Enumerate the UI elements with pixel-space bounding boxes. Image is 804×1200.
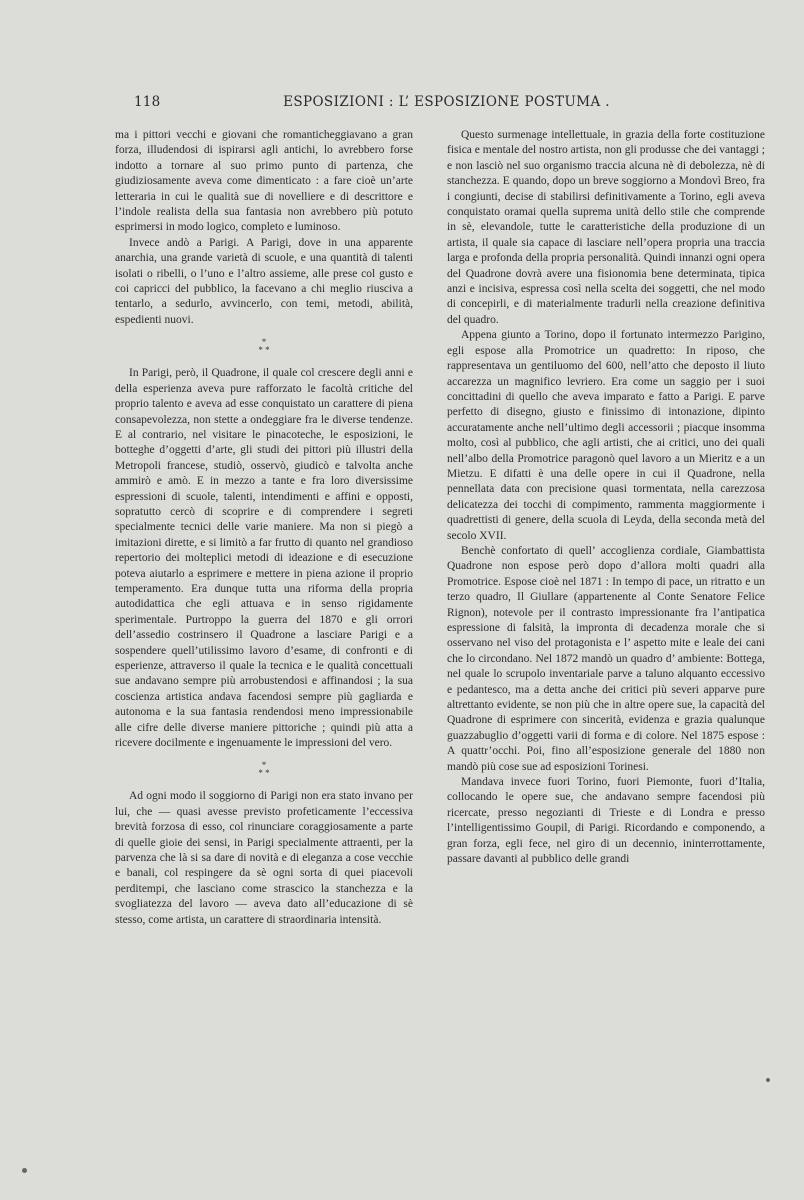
paragraph: Invece andò a Parigi. A Parigi, dove in una apparente anarchia, una grande varietà di scuole, e una quantità di talenti isolati o ribelli, o l’uno e l’altro assieme, alle prese col gusto e coi capricci del pubblico, la facevano a chi meglio riusciva a tentarlo, a sedurlo, avvincerlo, con temi, metodi, abilità, espedienti nuovi. xyxy=(115,236,413,326)
separator-top: * xyxy=(261,760,267,771)
paper-speck xyxy=(22,1168,27,1173)
page-number: 118 xyxy=(134,94,161,110)
separator-bottom: * * xyxy=(258,345,270,356)
paragraph: In Parigi, però, il Quadrone, il quale col crescere degli anni e della esperienza aveva pure rafforzato le facoltà critiche del proprio talento e aveva ad esse conquistato un carattere di piena consapevolezza, non stette a ondeggiare fra le diverse tendenze. E al contrario, nel visitare le pinacoteche, le esposizioni, le botteghe d’oggetti d’arte, gli studi dei pittori più illustri della Metropoli francese, studiò, osservò, giudicò e talvolta anche ammirò e amò. E in mezzo a tante e fra loro diversissime espressioni di scuole, talenti, intendimenti e affini e opposti, sopratutto cercò di scoprire e di comprendere i segreti specialmente tecnici delle varie maniere. Ma non si piegò a imitazioni dirette, e si limitò a far frutto di quanto nel grandioso repertorio dei molteplici metodi di ideazione e di esecuzione poteva aiutarlo a esprimere e mettere in piena azione il proprio temperamento. Era dunque tutta una riforma della propria autodidattica che egli attuava e in senso rigidamente sperimentale. Purtroppo la guerra del 1870 e gli orrori dell’assedio costrinsero il Quadrone a lasciare Parigi e a sospendere quell’utilissimo lavoro d’esame, di confronti e di esperienze, attraverso il quale la tecnica e le qualità concettuali sue andavano sempre più arrobustendosi e affinandosi ; la sua coscienza artistica andava facendosi sempre più gagliarda e autonoma e la sua fantasia rendendosi meno impressionabile alle cifre delle diverse maniere pittoriche ; quindi più atta a ricevere docilmente e ingenuamente le impressioni del vero. xyxy=(115,367,413,750)
paper-speck xyxy=(766,1078,770,1082)
separator-top: * xyxy=(261,337,267,348)
paragraph: ma i pittori vecchi e giovani che romanticheggiavano a gran forza, illudendosi di ispirarsi agli antichi, lo avrebbero forse indotto a tornare al suo primo punto di partenza, che giudiziosamente aveva come dimenticato : a fare cioè un’arte letteraria in cui le qualità sue di novelliere e di descrittore e l’indole realista della sua fantasia non avrebbero più potuto esprimersi in modo logico, completo e luminoso. xyxy=(115,129,413,234)
left-column xyxy=(115,128,413,928)
section-separator xyxy=(115,761,413,777)
paragraph: Ad ogni modo il soggiorno di Parigi non era stato invano per lui, che — quasi avesse previsto profeticamente l’eccessiva brevità forzosa di esso, col rinunciare coraggiosamente a parte di quelle gioie dei sensi, in Parigi specialmente attraenti, per la parvenza che là si sa dare di novità e di eleganza a cose vecchie e banali, col respingere da sè ogni sorta di quei piacevoli perditempi, che lasciano come strascico la stanchezza e la svogliatezza del lavoro — aveva dato all’educazione di sè stesso, come artista, un carattere di straordinaria intensità. xyxy=(115,790,413,926)
paragraph: Mandava invece fuori Torino, fuori Piemonte, fuori d’Italia, collocando le opere sue, che andavano sempre facendosi più ricercate, presso negozianti di Trieste e di Londra e presso l’intelligentissimo Goupil, di Parigi. Ricordando e componendo, a gran forza, egli fece, nel giro di un decennio, ininterrottamente, passare davanti al pubblico delle grandi xyxy=(447,776,765,866)
paragraph: Questo surmenage intellettuale, in grazia della forte costituzione fisica e mentale del nostro artista, non gli produsse che dei vantaggi ; e non lasciò nel suo organismo traccia alcuna nè di debolezza, nè di stanchezza. E quando, dopo un breve soggiorno a Mondovì Breo, fra i congiunti, decise di stabilirsi definitivamente a Torino, egli aveva conquistato oramai quella suprema unità dello stile che comprende in sè, elevandole, tutte le caratteristiche della produzione di un artista, il quale sia capace di lasciare nell’opera propria una traccia larga e profonda della propria personalità. Quindi innanzi ogni opera del Quadrone dovrà avere una fisionomia bene determinata, tipica anzi e incisiva, espressa così nella scelta dei soggetti, che nel modo di concepirli, e di materialmente tradurli nella creazione definitiva del quadro. xyxy=(447,129,765,326)
section-separator xyxy=(115,338,413,354)
right-column xyxy=(447,128,765,868)
separator-bottom: * * xyxy=(258,768,270,779)
header-title: ESPOSIZIONI : L’ ESPOSIZIONE POSTUMA . xyxy=(283,94,610,110)
running-header xyxy=(134,92,610,112)
paragraph: Benchè confortato di quell’ accoglienza cordiale, Giambattista Quadrone non espose però dopo d’allora molti quadri alla Promotrice. Espose cioè nel 1871 : In tempo di pace, un ritratto e un terzo quadro, Il Giullare (appartenente al Conte Senatore Felice Rignon), notevole per il contrasto impressionante fra l’antipatica espressione di falsità, la impronta di decadenza morale che si osservano nel viso del protagonista e l’ aspetto mite e leale dei cani che lo circondano. Nel 1872 mandò un quadro d’ ambiente: Bottega, nel quale lo scrupolo inventariale parve a taluno alquanto eccessivo e pedantesco, ma a detta anche dei critici più severi apparve pure altrettanto evidente, se non più che in altre opere sue, la capacità del Quadrone di esprimere con sincerità, evidenza e grazia qualunque guazzabuglio d’oggetti varii di forma e di colore. Nel 1875 espose : A quattr’occhi. Poi, fino all’esposizione generale del 1880 non mandò più cose sue ad esposizioni Torinesi. xyxy=(447,544,765,773)
paragraph: Appena giunto a Torino, dopo il fortunato intermezzo Parigino, egli espose alla Promotrice un quadretto: In riposo, che rappresentava un gentiluomo del 600, nell’atto che deposto il liuto accarezza un magnifico levriero. Era come un saggio per i suoi concittadini di quello che aveva imparato e fatto a Parigi. E parve perfetto di disegno, giusto e finissimo di intonazione, dipinto accuratamente anche nell’ultimo degli accessorii ; piacque insomma molto, così al pubblico, che agli artisti, che ai critici, uno dei quali nell’albo della Promotrice paragonò quel lavoro a un Mieritz e a un Mietzu. E difatti è una delle opere in cui il Quadrone, nella pennellata data con precisione quasi tormentata, nella carezzosa delicatezza dei tocchi di compimento, rammenta maggiormente i quadrettisti di genere, della scuola di Leyda, della seconda metà del secolo XVII. xyxy=(447,329,765,542)
